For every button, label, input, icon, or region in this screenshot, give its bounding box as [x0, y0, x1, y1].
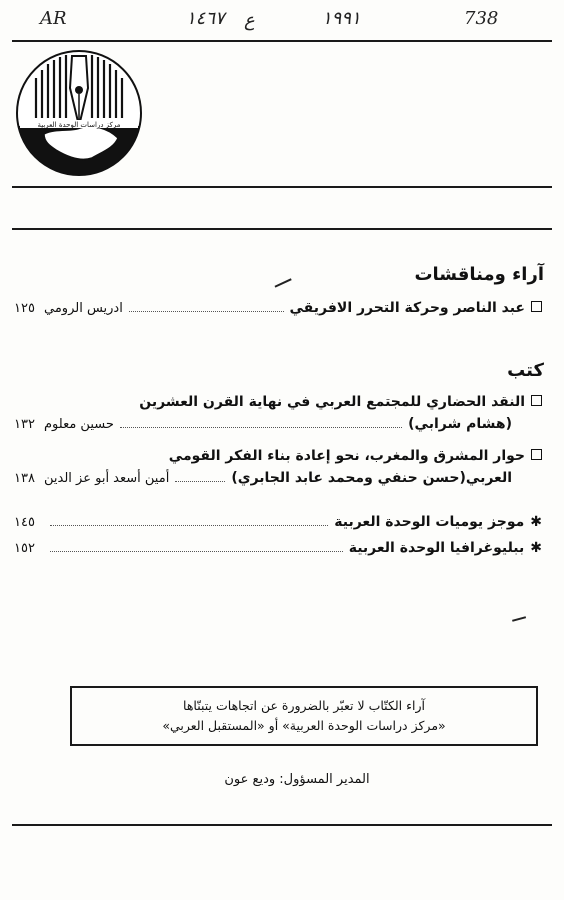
- entry-page: ١٣٢: [14, 417, 35, 432]
- logo-text: مركز دراسات الوحدة العربية: [37, 121, 121, 129]
- footer-rule: [12, 824, 552, 826]
- logo-rule-top: [12, 186, 552, 188]
- checkbox-icon: [531, 449, 542, 460]
- leader-dots: [50, 543, 343, 552]
- section-title-books: كتب: [507, 360, 544, 381]
- handwritten-year: ١٩٩١: [322, 8, 361, 29]
- entry-subtitle: العربي(حسن حنفي ومحمد عابد الجابري): [231, 470, 512, 486]
- entry-page: ١٣٨: [14, 471, 35, 486]
- entry-title: عبد الناصر وحركة التحرر الافريقي: [289, 300, 525, 316]
- disclaimer-line-1: آراء الكتّاب لا تعبّر بالضرورة عن اتجاهات يتبنّاها: [183, 698, 425, 713]
- checkbox-icon: [531, 395, 542, 406]
- director-credit: المدير المسؤول: وديع عون: [224, 772, 370, 787]
- leader-dots: [50, 517, 328, 526]
- entry-title: ببليوغرافيا الوحدة العربية: [348, 540, 525, 556]
- logo-rule-bottom: [12, 228, 552, 230]
- asterisk-icon: ✱: [530, 514, 542, 530]
- handwritten-number: 738: [464, 8, 499, 29]
- list-item: [14, 448, 542, 492]
- list-item: [14, 540, 542, 562]
- handwritten-code: AR: [40, 8, 67, 29]
- section-title-discussions: آراء ومناقشات: [414, 264, 544, 285]
- leader-dots: [120, 419, 402, 428]
- header-rule: [12, 40, 552, 42]
- pen-mark: [275, 278, 292, 287]
- list-item: [14, 300, 542, 322]
- entry-author: ادريس الرومي: [44, 301, 123, 316]
- list-item: [14, 394, 542, 438]
- leader-dots: [129, 303, 284, 312]
- leader-dots: [175, 473, 225, 482]
- entry-subtitle: (هشام شرابي): [408, 416, 512, 432]
- entry-page: ١٢٥: [14, 301, 35, 316]
- disclaimer-box: [70, 686, 538, 746]
- handwritten-issue: ١٤٦٧: [186, 8, 225, 29]
- asterisk-icon: ✱: [530, 540, 542, 556]
- entry-title: حوار المشرق والمغرب، نحو إعادة بناء الفكر القومي: [168, 448, 525, 464]
- entry-title: موجز يوميات الوحدة العربية: [334, 514, 525, 530]
- handwritten-letter: ع: [244, 10, 255, 31]
- entry-page: ١٤٥: [14, 515, 35, 530]
- pen-nib-globe-map-icon: [14, 48, 144, 178]
- entry-page: ١٥٢: [14, 541, 35, 556]
- entry-author: أمين أسعد أبو عز الدين: [44, 471, 170, 486]
- entry-title: النقد الحضاري للمجتمع العربي في نهاية القرن العشرين: [139, 394, 525, 410]
- disclaimer-line-2: «مركز دراسات الوحدة العربية» أو «المستقبل العربي»: [162, 718, 446, 733]
- logo: [14, 48, 144, 178]
- pen-mark: [512, 616, 526, 621]
- list-item: [14, 514, 542, 536]
- entry-author: حسين معلوم: [44, 417, 114, 432]
- checkbox-icon: [531, 301, 542, 312]
